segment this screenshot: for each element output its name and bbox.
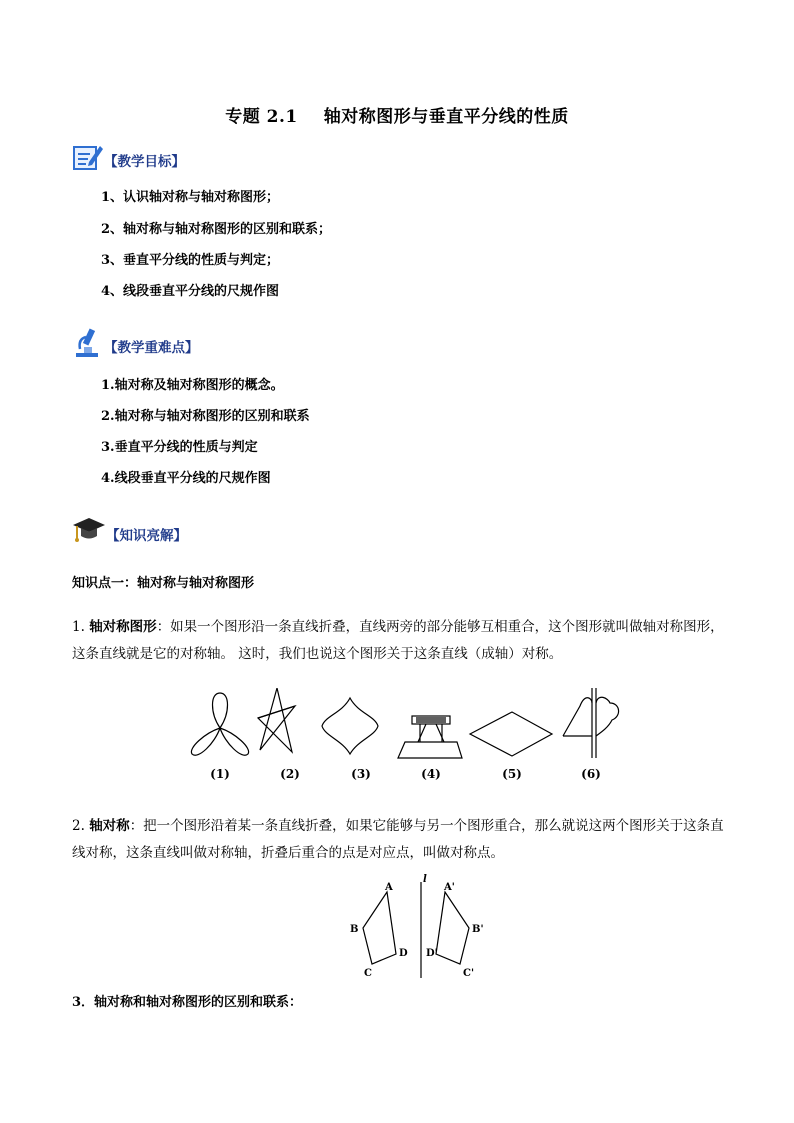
figure-label: (4) bbox=[421, 767, 441, 781]
knowledge-point-title: 知识点一：轴对称与轴对称图形 bbox=[72, 576, 255, 591]
figure-label: (6) bbox=[581, 767, 601, 781]
page-title: 专题 2.1 轴对称图形与垂直平分线的性质 bbox=[225, 107, 569, 127]
point-label: C bbox=[364, 968, 372, 979]
section-heading-objectives: 【教学目标】 bbox=[104, 154, 185, 170]
list-item: 3.垂直平分线的性质与判定 bbox=[101, 440, 258, 455]
list-item: 2、轴对称与轴对称图形的区别和联系； bbox=[101, 222, 332, 237]
figure-label: (1) bbox=[210, 767, 230, 781]
figure-label: (5) bbox=[502, 767, 522, 781]
paragraph-difference-heading: 3．轴对称和轴对称图形的区别和联系： bbox=[72, 995, 303, 1010]
list-item: 1、认识轴对称与轴对称图形； bbox=[101, 190, 280, 205]
microscope-icon bbox=[72, 327, 104, 359]
paragraph-axis-symmetric-figure: 1. 轴对称图形：如果一个图形沿一条直线折叠，直线两旁的部分能够互相重合，这个图形就叫做轴对称图形，这条直线就是它的对称轴。 这时，我们也说这个图形关于这条直线（成轴）对称。 bbox=[72, 619, 724, 662]
section-heading-key-points: 【教学重难点】 bbox=[104, 340, 199, 356]
point-label: D' bbox=[426, 948, 438, 959]
shape-flag bbox=[563, 688, 619, 758]
term: 轴对称 bbox=[89, 818, 130, 834]
list-item: 3、垂直平分线的性质与判定； bbox=[101, 253, 280, 268]
point-label: B' bbox=[472, 924, 484, 935]
figure-label: (2) bbox=[280, 767, 300, 781]
shape-propeller bbox=[191, 693, 248, 755]
term: 轴对称图形 bbox=[89, 619, 157, 635]
list-item: 4.线段垂直平分线的尺规作图 bbox=[101, 471, 271, 486]
paragraph-axis-symmetry: 2. 轴对称：把一个图形沿着某一条直线折叠，如果它能够与另一个图形重合，那么就说这两个图形关于这条直线对称，这条直线叫做对称轴，折叠后重合的点是对应点，叫做对称点。 bbox=[72, 818, 724, 861]
figure-label: (3) bbox=[351, 767, 371, 781]
point-label: A bbox=[385, 882, 393, 893]
shape-star bbox=[258, 688, 295, 752]
figure-symmetric-shapes bbox=[180, 688, 630, 788]
shape-stand bbox=[398, 716, 462, 758]
graduation-cap-icon bbox=[72, 515, 106, 545]
shape-rhombus bbox=[470, 712, 552, 756]
list-item: 1.轴对称及轴对称图形的概念。 bbox=[101, 378, 284, 393]
point-label: D bbox=[399, 948, 408, 959]
point-label: C' bbox=[463, 968, 475, 979]
section-heading-knowledge: 【知识亮解】 bbox=[106, 528, 187, 544]
axis-label: l bbox=[423, 874, 427, 885]
shape-four-lobe bbox=[322, 698, 378, 754]
quad-left bbox=[363, 892, 396, 964]
point-label: B bbox=[350, 924, 359, 935]
list-item: 4、线段垂直平分线的尺规作图 bbox=[101, 284, 280, 299]
quad-right bbox=[436, 892, 469, 964]
figure-reflection bbox=[340, 870, 500, 982]
list-item: 2.轴对称与轴对称图形的区别和联系 bbox=[101, 409, 310, 424]
pen-paper-icon bbox=[72, 142, 104, 172]
point-label: A' bbox=[444, 882, 455, 893]
